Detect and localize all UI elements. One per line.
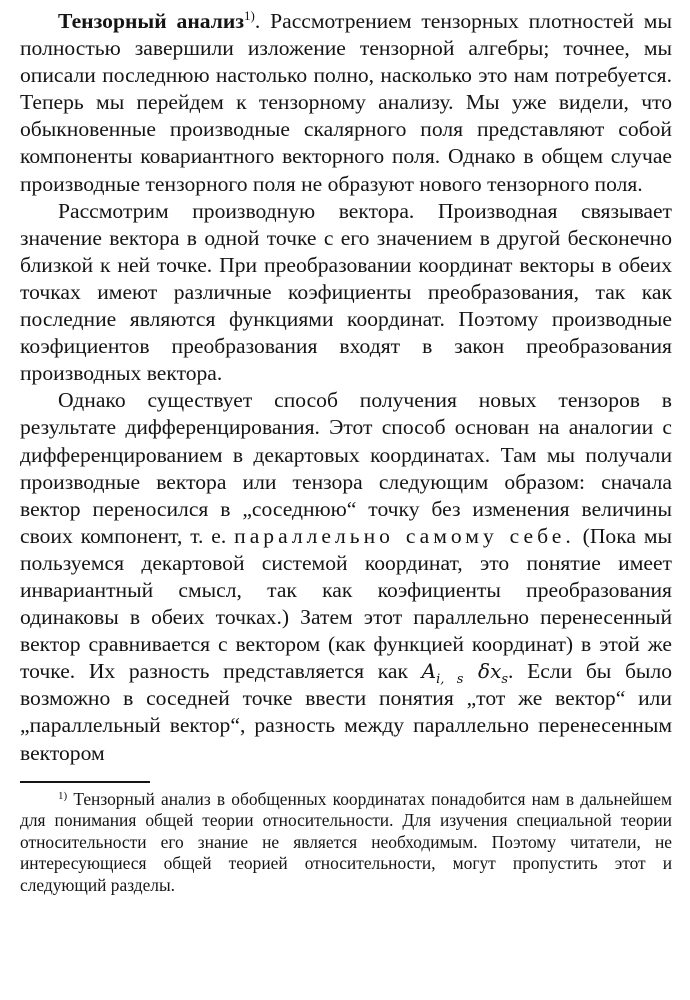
paragraph-3-text-a: Однако существует способ получения новых тензоров в результате дифференцирования. Этот способ основан на аналогии с дифференцированием в декартовых координатах. Там мы получали производные вектора или тензора следующим образом: сначала вектор переносился в „соседнюю“ точку без изменения величины своих компонент, т. е.: [20, 388, 672, 548]
paragraph-2-text: Рассмотрим производную вектора. Производная связывает значение вектора в одной точке с его значением в другой бесконечно близкой к ней точке. При преобразовании координат векторы в обеих точках имеют различные коэфициенты преобразования, так как последние являются функциями координат. Поэтому производные коэфициентов преобразования входят в закон преобразования производных вектора.: [20, 198, 672, 386]
formula-main: A: [421, 659, 437, 684]
inline-formula: [421, 659, 509, 688]
spaced-emphasis-phrase: параллельно самому себе.: [234, 523, 575, 548]
paragraph-2: [20, 198, 672, 388]
formula-delta: δx: [478, 659, 502, 684]
paragraph-3: [20, 387, 672, 766]
footnote-reference[interactable]: 1): [244, 8, 255, 23]
footnote-divider: [20, 781, 150, 783]
footnote-text: Тензорный анализ в обобщенных координатах понадобится нам в дальнейшем для понимания общей теории относительности. Для изучения специальной теории относительности его знание не является необходимым. Поэтому читатели, не интересующиеся общей теорией относительности, могут пропустить этот и следующий разделы.: [20, 788, 672, 895]
footnote: [20, 789, 672, 897]
formula-delta-subscript: s: [501, 672, 509, 688]
book-page: [20, 8, 672, 897]
paragraph-1-text: . Рассмотрением тензорных плотностей мы полностью завершили изложение тензорной алгебры; точнее, мы описали последнюю настолько полно, насколько это нам потребуется. Теперь мы перейдем к тензорному анализу. Мы уже видели, что обыкновенные производные скалярного поля представляют собой компоненты ковариантного векторного поля. Однако в общем случае производные тензорного поля не образуют нового тензорного поля.: [20, 9, 672, 196]
paragraph-1: [20, 8, 672, 198]
footnote-mark: 1): [58, 789, 68, 802]
section-heading: Тензорный анализ: [58, 9, 245, 33]
formula-subscript: i, s: [436, 672, 464, 688]
paragraph-3-text-b: (Пока мы пользуемся декартовой системой координат, это понятие имеет инвариантный смысл, так как коэфициенты преобразования одинаковы в обеих точках.) Затем этот параллельно перенесенный вектор сравнивается с вектором (как функцией координат) в этой же точке. Их разность представляется как: [20, 523, 672, 684]
paragraph-3-text-c: . Если бы было возможно в соседней точке ввести понятия „тот же вектор“ или „параллельный вектор“, разность между параллельно перенесенным вектором: [20, 659, 673, 765]
